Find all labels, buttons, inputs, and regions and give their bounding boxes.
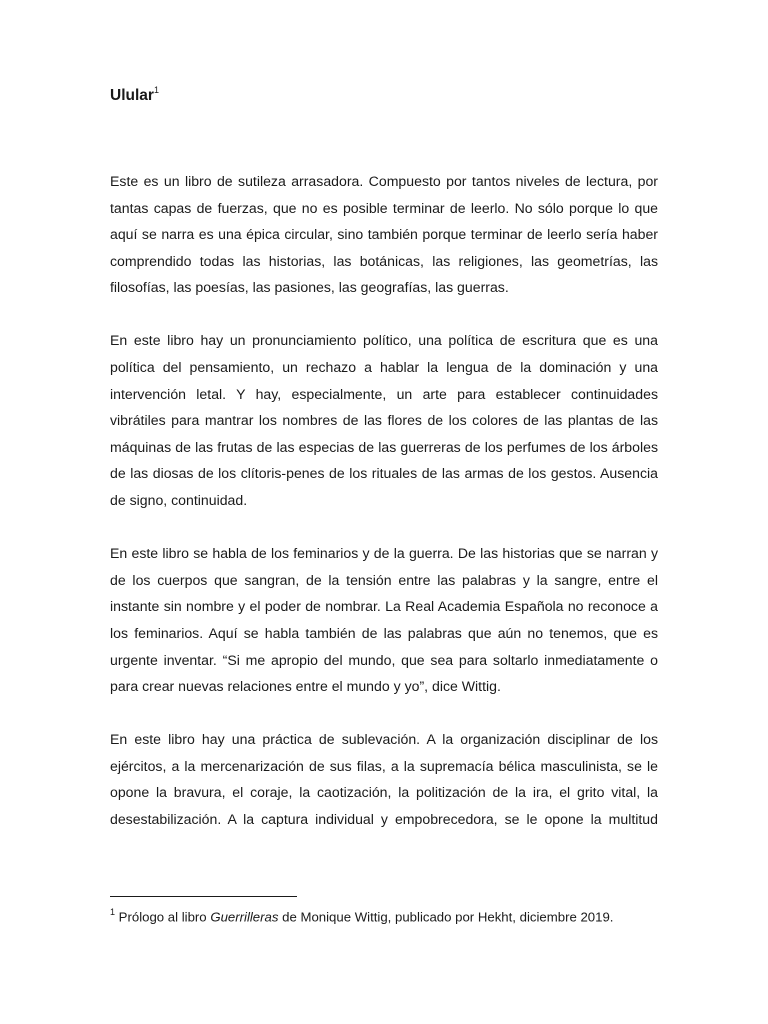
footnote-book-title: Guerrilleras — [210, 909, 279, 925]
paragraph-4: En este libro hay una práctica de sublevación. A la organización disciplinar de los ejércitos, a la mercenarización de sus filas, a la supremacía bélica masculinista, se le opone la bravura, el coraje, la caotización, la politización de la ira, el grito vital, la desestabilización. A la captura individual y empobrecedora, se le opone la multitud — [110, 731, 658, 827]
title-footnote-marker[interactable]: 1 — [153, 85, 159, 95]
footnote-marker: 1 — [110, 907, 116, 917]
footnote — [110, 904, 670, 926]
footnote-text-after: de Monique Wittig, publicado por Hekht, diciembre 2019. — [278, 909, 614, 925]
title-text: Ulular — [110, 87, 154, 105]
document-title — [110, 86, 159, 105]
paragraph-1: Este es un libro de sutileza arrasadora. Compuesto por tantos niveles de lectura, por tantas capas de fuerzas, que no es posible terminar de leerlo. No sólo porque lo que aquí se narra es una épica circular, sino también porque terminar de leerlo sería haber comprendido todas las historias, las botánicas, las religiones, las geometrías, las filosofías, las poesías, las pasiones, las geografías, las guerras. — [110, 173, 658, 296]
footnote-text-before: Prólogo al libro — [115, 909, 211, 925]
document-body — [110, 168, 658, 833]
paragraph-3: En este libro se habla de los feminarios y de la guerra. De las historias que se narran y de los cuerpos que sangran, de la tensión entre las palabras y la sangre, entre el instante sin nombre y el poder de nombrar. La Real Academia Española no reconoce a los feminarios. Aquí se habla también de las palabras que aún no tenemos, que es urgente inventar. “Si me apropio del mundo, que sea para soltarlo inmediatamente o para crear nuevas relaciones entre el mundo y yo”, dice Wittig. — [110, 545, 658, 695]
footnote-separator — [110, 896, 297, 897]
paragraph-2: En este libro hay un pronunciamiento político, una política de escritura que es una política del pensamiento, un rechazo a hablar la lengua de la dominación y una intervención letal. Y hay, especialmente, un arte para establecer continuidades vibrátiles para mantrar los nombres de las flores de los colores de las plantas de las máquinas de las frutas de las especias de las guerreras de los perfumes de los árboles de las diosas de los clítoris-penes de los rituales de las armas de los gestos. Ausencia de signo, continuidad. — [110, 332, 658, 509]
